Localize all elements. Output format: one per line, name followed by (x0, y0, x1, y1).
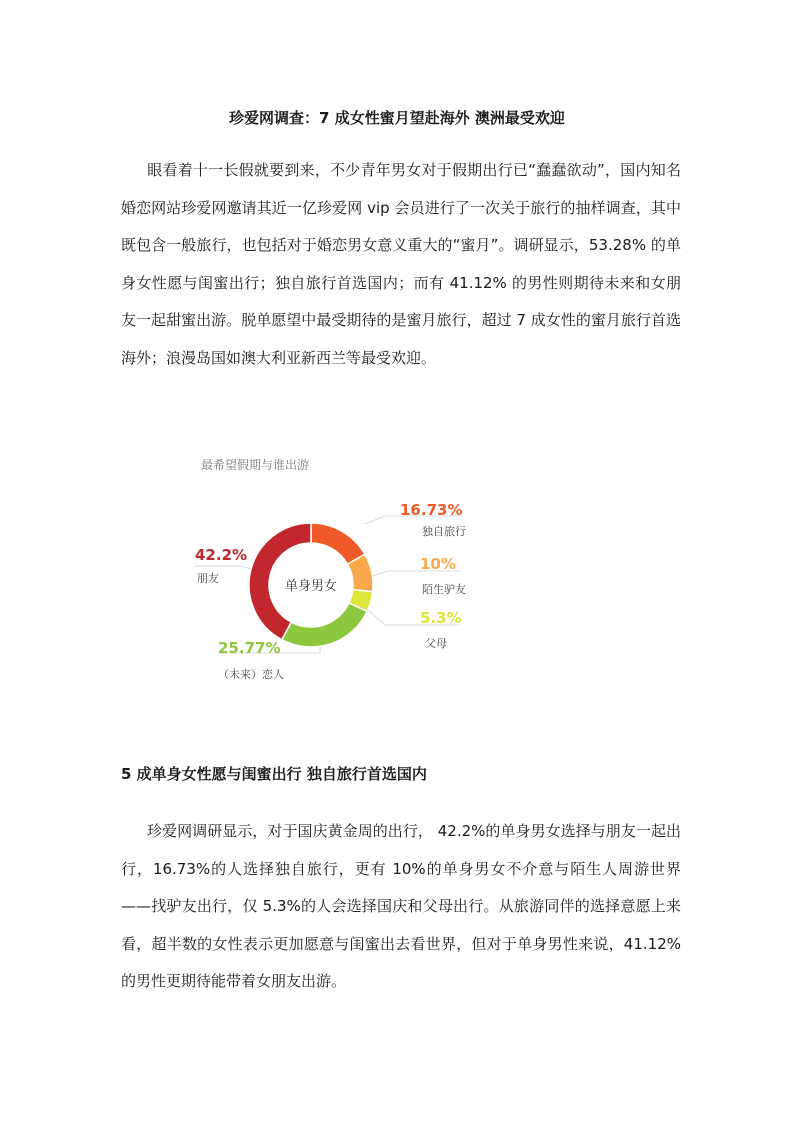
companion-donut-chart (180, 445, 490, 695)
article-title: 珍爱网调查：7 成女性蜜月望赴海外 澳洲最受欢迎 (229, 109, 565, 127)
data-label-value: 16.73% (400, 501, 463, 519)
intro-text: 眼看着十一长假就要到来，不少青年男女对于假期出行已“蠢蠢欲动”，国内知名婚恋网站珍爱网邀请其近一亿珍爱网 vip 会员进行了一次关于旅行的抽样调查，其中既包含一般旅行，也包括对于婚恋男女意义重大的“蜜月”。调研显示，53.28% 的单身女性愿与闺蜜出行；独自旅行首选国内；而有 41.12% 的男性则期待未来和女朋友一起甜蜜出游。脱单愿望中最受期待的是蜜月旅行，超过 7 成女性的蜜月旅行首选海外；浪漫岛国如澳大利亚新西兰等最受欢迎。 (121, 161, 681, 367)
data-label-value: 25.77% (218, 639, 281, 657)
intro-paragraph (121, 152, 681, 377)
section-paragraph (121, 813, 681, 1001)
data-label-category: 父母 (425, 637, 447, 650)
data-label-value: 42.2% (195, 546, 248, 564)
data-label-category: 陌生驴友 (422, 583, 466, 596)
chart-center-label: 单身男女 (284, 579, 338, 594)
data-label-category: 独自旅行 (422, 525, 466, 538)
data-label-category: （未来）恋人 (218, 668, 284, 681)
slice-未来恋人 (282, 603, 367, 647)
section-text: 珍爱网调研显示，对于国庆黄金周的出行， 42.2%的单身男女选择与朋友一起出行，16.73%的人选择独自旅行，更有 10%的单身男女不介意与陌生人周游世界——找驴友出行，仅 5.3%的人会选择国庆和父母出行。从旅游同伴的选择意愿上来看，超半数的女性表示更加愿意与闺蜜出去看世界，但对于单身男性来说，41.12% 的男性更期待能带着女朋友出游。 (121, 822, 681, 990)
data-label-value: 10% (420, 555, 456, 573)
data-label-value: 5.3% (420, 609, 462, 627)
section-heading: 5 成单身女性愿与闺蜜出行 独自旅行首选国内 (121, 765, 427, 783)
chart-title: 最希望假期与谁出游 (200, 458, 310, 472)
leader-line (195, 566, 251, 569)
data-label-category: 朋友 (197, 572, 219, 585)
